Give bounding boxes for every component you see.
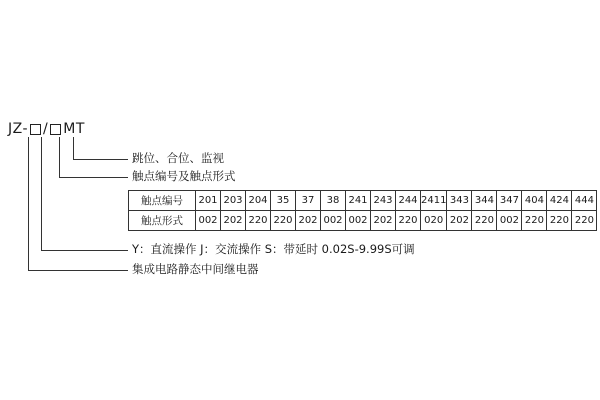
cell-number-15: 444 <box>572 191 597 211</box>
row-header-contact-number: 触点编号 <box>129 191 196 211</box>
leader-horizontal-contact <box>59 177 128 178</box>
cell-number-0: 201 <box>196 191 221 211</box>
contact-spec-table-wrapper <box>128 190 597 231</box>
table-row <box>129 211 597 231</box>
model-box-2 <box>50 124 61 135</box>
leader-vertical-operation <box>41 137 42 250</box>
model-box-1 <box>30 124 41 135</box>
cell-form-15: 220 <box>572 211 597 231</box>
contact-spec-table <box>128 190 597 231</box>
cell-form-1: 202 <box>221 211 246 231</box>
cell-number-12: 347 <box>497 191 522 211</box>
leader-vertical-product <box>28 137 29 270</box>
leader-horizontal-product <box>28 270 128 271</box>
cell-number-13: 404 <box>522 191 547 211</box>
cell-form-9: 020 <box>421 211 447 231</box>
function-label: 跳位、合位、监视 <box>132 151 224 165</box>
cell-form-10: 202 <box>447 211 472 231</box>
model-code-line <box>8 121 85 137</box>
leader-horizontal-function <box>73 159 128 160</box>
cell-form-11: 220 <box>472 211 497 231</box>
cell-form-14: 220 <box>547 211 572 231</box>
cell-form-3: 220 <box>271 211 296 231</box>
leader-horizontal-operation <box>41 250 128 251</box>
cell-form-5: 002 <box>321 211 346 231</box>
product-label: 集成电路静态中间继电器 <box>132 262 259 276</box>
cell-number-11: 344 <box>472 191 497 211</box>
cell-form-7: 202 <box>371 211 396 231</box>
cell-number-9: 2411 <box>421 191 447 211</box>
cell-form-6: 002 <box>346 211 371 231</box>
cell-form-12: 002 <box>497 211 522 231</box>
cell-form-2: 220 <box>246 211 271 231</box>
cell-number-5: 38 <box>321 191 346 211</box>
contact-label: 触点编号及触点形式 <box>132 169 236 183</box>
operation-label: Y：直流操作 J：交流操作 S：带延时 0.02S-9.99S可调 <box>132 242 415 256</box>
cell-number-7: 243 <box>371 191 396 211</box>
cell-number-2: 204 <box>246 191 271 211</box>
model-separator: / <box>43 121 49 137</box>
cell-number-8: 244 <box>396 191 421 211</box>
row-header-contact-form: 触点形式 <box>129 211 196 231</box>
model-suffix: MT <box>63 121 85 137</box>
table-row <box>129 191 597 211</box>
cell-form-4: 202 <box>296 211 321 231</box>
leader-vertical-function <box>73 137 74 159</box>
leader-vertical-contact <box>59 137 60 177</box>
cell-number-3: 35 <box>271 191 296 211</box>
cell-form-8: 220 <box>396 211 421 231</box>
cell-number-10: 343 <box>447 191 472 211</box>
cell-number-1: 203 <box>221 191 246 211</box>
cell-number-6: 241 <box>346 191 371 211</box>
cell-form-0: 002 <box>196 211 221 231</box>
cell-number-14: 424 <box>547 191 572 211</box>
cell-form-13: 220 <box>522 211 547 231</box>
cell-number-4: 37 <box>296 191 321 211</box>
model-prefix: JZ- <box>8 121 29 137</box>
